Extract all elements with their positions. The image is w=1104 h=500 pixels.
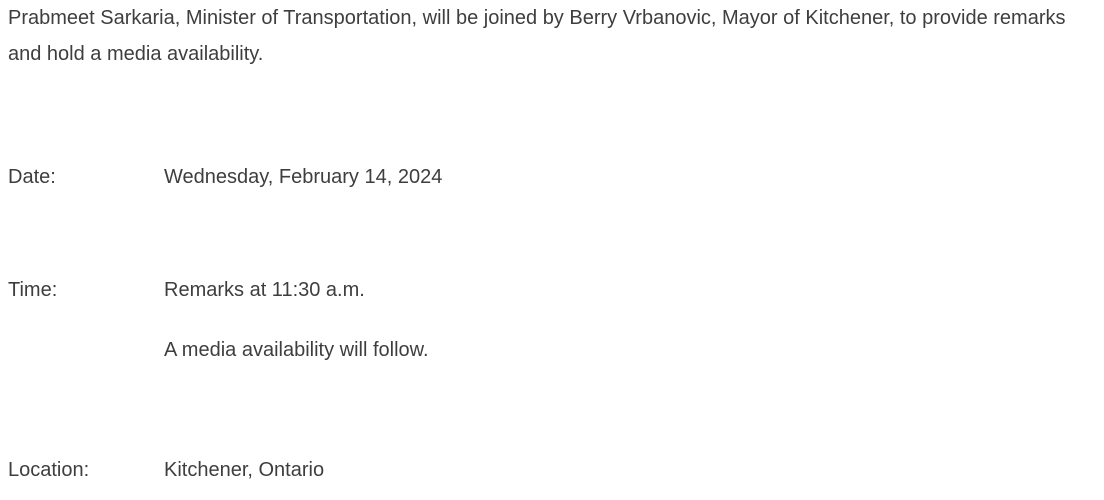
date-value-line: Wednesday, February 14, 2024: [164, 166, 443, 188]
location-value: [164, 452, 1096, 488]
detail-row-time: [8, 272, 1096, 368]
location-label: Location:: [8, 459, 90, 481]
time-label: Time:: [8, 279, 58, 301]
time-value: [164, 272, 1096, 368]
lead-paragraph: Prabmeet Sarkaria, Minister of Transportation, will be joined by Berry Vrbanovic, Mayor of Kitchener, to provide remarks and hold a media availability.: [8, 7, 1066, 65]
detail-row-location: [8, 452, 1096, 488]
location-value-line: Kitchener, Ontario: [164, 459, 325, 481]
date-value: [164, 159, 1096, 195]
detail-row-date: [8, 159, 1096, 195]
time-value-line-remarks: Remarks at 11:30 a.m.: [164, 279, 365, 301]
time-value-line-availability: A media availability will follow.: [164, 339, 429, 361]
date-label: Date:: [8, 166, 56, 188]
